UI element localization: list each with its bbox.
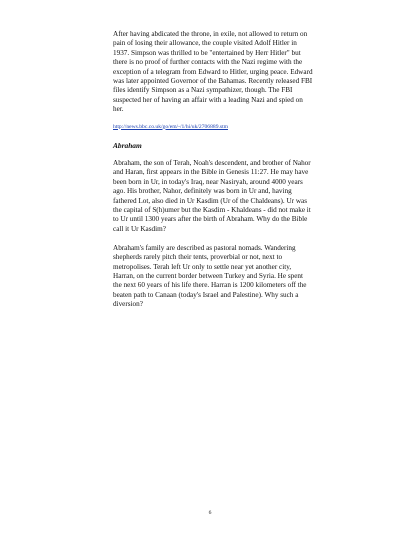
paragraph-simpson-hitler: After having abdicated the throne, in exile, not allowed to return on pain of losing their allowance, the couple visited Adolf Hitler in 1937. Simpson was thrilled to be "entertained by Herr Hitler" but there is no proof of further contacts with the Nazi regime with the exception of a telegram from Edward to Hitler, urging peace. Edward was later appointed Governor of the Bahamas. Recently released FBI files identify Simpson as a Nazi sympathizer, though. The FBI suspected her of having an affair with a leading Nazi and spied on her. bbox=[113, 30, 313, 114]
section-heading-abraham: Abraham bbox=[113, 140, 142, 150]
paragraph-abraham-family: Abraham's family are described as pastoral nomads. Wandering shepherds rarely pitch their tents, proverbial or not, next to metropolises. Terah left Ur only to settle near yet another city, Harran, on the current border between Turkey and Syria. He spent the next 60 years of his life there. Harran is 1200 kilometers off the beaten path to Canaan (today's Israel and Palestine). Why such a diversion? bbox=[113, 243, 307, 309]
link-container bbox=[113, 124, 313, 131]
page-content bbox=[113, 30, 313, 310]
page-number: 6 bbox=[208, 510, 212, 516]
paragraph-abraham-origins: Abraham, the son of Terah, Noah's descendent, and brother of Nahor and Haran, first appears in the Bible in Genesis 11:27. He may have been born in Ur, in today's Iraq, near Nasiryah, around 4000 years ago. His brother, Nahor, definitely was born in Ur and, having fathered Lot, also died in Ur Kasdim (Ur of the Chaldeans). Ur was the capital of S(h)umer but the Kasdim - Khaldeans - did not make it to Ur until 1300 years after the birth of Abraham. Why do the Bible call it Ur Kasdim? bbox=[113, 159, 311, 233]
bbc-news-link[interactable]: http://news.bbc.co.uk/go/em/-/1/hi/uk/2706889.stm bbox=[113, 123, 228, 130]
